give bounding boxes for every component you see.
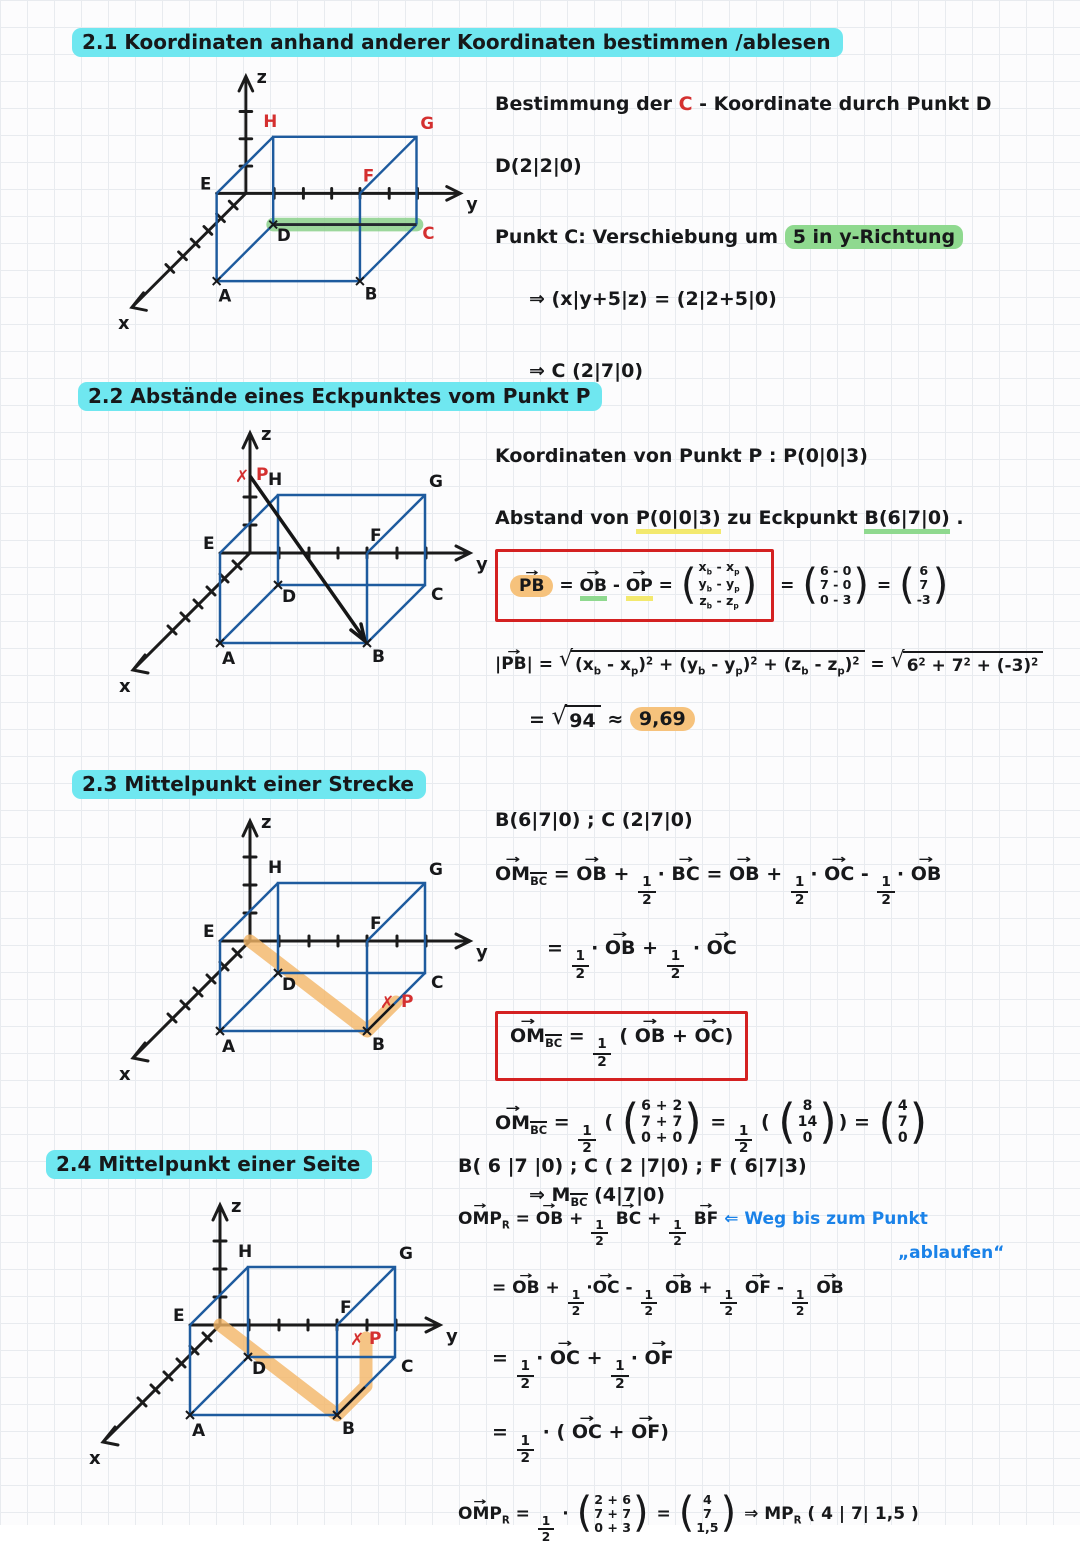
vertex-label-a: A: [218, 286, 232, 306]
y-axis-label: y: [476, 554, 488, 575]
vertex-label-g: G: [429, 472, 443, 492]
vertex-label-b: B: [372, 1035, 385, 1055]
point-label-p: P: [401, 992, 414, 1012]
vertex-label-h: H: [268, 858, 283, 878]
vertex-label-f: F: [370, 914, 382, 934]
x-axis-label: x: [89, 1448, 101, 1469]
formula-line: Koordinaten von Punkt P : P(0|0|3): [495, 445, 868, 467]
heading-2-2: [78, 382, 602, 411]
vertex-label-b: B: [364, 284, 378, 304]
formula-line: → $OM_{BC}$ = → OB + $\frac{1}{2}$ · → BC = → OB + $\frac{1}{2}$ · → OC - $\frac{1}{2}$ · → OB: [495, 848, 1080, 909]
formula-line: → $OM_{BC}$ = $\frac{1}{2}$ ( ( 6 + 2 7 + 7 0 + 0 ) = $\frac{1}{2}$ ( ( 8 14 0 ) ) = ( 4 7 0 ): [495, 1087, 1080, 1157]
vertex-label-b: B: [372, 647, 385, 667]
p-mark: ✗: [380, 993, 395, 1013]
vertex-label-g: G: [420, 114, 435, 134]
vertex-label-c: C: [431, 585, 444, 605]
vertex-label-f: F: [370, 526, 382, 546]
vertex-label-c: C: [431, 973, 444, 993]
formula-line: = $\frac{1}{2}$ · → OB + $\frac{1}{2}$ · → OC: [547, 922, 1080, 983]
vertex-label-e: E: [203, 534, 215, 554]
heading-2-3-text: 2.3 Mittelpunkt einer Strecke: [72, 770, 426, 799]
diagram-2-3: [85, 806, 488, 1106]
vertex-label-f: F: [340, 1298, 352, 1318]
x-axis-label: x: [118, 313, 130, 334]
vertex-label-e: E: [200, 174, 212, 194]
vertex-label-d: D: [252, 1359, 267, 1379]
x-axis-label: x: [119, 676, 131, 697]
b-to-mid-segment: [337, 1387, 365, 1415]
axes: [133, 433, 470, 673]
vertex-label-d: D: [277, 226, 291, 246]
formula-line: Abstand von P(0|0|3) zu Eckpunkt B(6|7|0) .: [495, 494, 1080, 532]
formula-line: = √ 94 ≈ 9,69: [529, 693, 1080, 735]
formula-line: → $OMP_R$ = → OB + $\frac{1}{2}$ → BC + $\frac{1}{2}$ → BF ⇐ Weg bis zum Punkt: [458, 1194, 1073, 1249]
formula-line: → $OM_{BC}$ = $\frac{1}{2}$ ( → OB + → OC): [495, 997, 1080, 1084]
z-axis-label: z: [256, 68, 267, 89]
formula-line: → PB = → OB - → OP = ( $x_b - x_p$ $y_b - y_p$ $z_b - z_p$ ) = ( 6 - 0 7 - 0 0 - 3 ) = ( 6 7 -3 ): [495, 535, 1080, 623]
vertex-label-b: B: [342, 1419, 355, 1439]
heading-2-4: [46, 1150, 372, 1179]
y-axis-label: y: [466, 194, 478, 215]
heading-2-1: [72, 28, 843, 57]
p-to-b-arrow: [250, 476, 365, 641]
diagram-2-4: [55, 1190, 458, 1490]
section-2-1-text: [495, 80, 1075, 384]
vertex-label-f: F: [362, 166, 375, 186]
formula-line: Bestimmung der C - Koordinate durch Punkt D: [495, 93, 992, 115]
formula-line: „ablaufen“: [898, 1243, 1005, 1264]
axes: [103, 1205, 440, 1445]
formula-line: = $\frac{1}{2}$ · ( → OC + → OF): [492, 1406, 1073, 1467]
formula-line: D(2|2|0): [495, 154, 582, 177]
axes: [132, 76, 461, 310]
point-label-p: P: [256, 465, 269, 485]
formula-line: ⇒ $M_{BC}$ (4|7|0): [529, 1184, 666, 1210]
diagram-2-1: [85, 58, 478, 358]
formula-line: B( 6 |7 |0) ; C ( 2 |7|0) ; F ( 6|7|3): [458, 1155, 807, 1177]
z-axis-label: z: [261, 812, 272, 833]
heading-2-3: [72, 770, 426, 799]
formula-line: ⇒ C (2|7|0): [529, 359, 643, 382]
vertex-label-h: H: [238, 1242, 253, 1262]
y-axis-label: y: [446, 1326, 458, 1347]
formula-line: B(6|7|0) ; C (2|7|0): [495, 809, 693, 831]
section-2-2-text: [495, 432, 1080, 735]
vertex-label-a: A: [192, 1421, 206, 1441]
vertex-label-e: E: [203, 922, 215, 942]
formula-line: ⇒ (x|y+5|z) = (2|2+5|0): [529, 287, 777, 310]
vertex-label-e: E: [173, 1306, 185, 1326]
vertex-label-g: G: [429, 860, 443, 880]
formula-line: = $\frac{1}{2}$ · → OC + $\frac{1}{2}$ · → OF: [492, 1332, 1073, 1393]
vertex-label-a: A: [222, 649, 236, 669]
z-axis-label: z: [261, 424, 272, 445]
formula-line: Punkt C: Verschiebung um 5 in y-Richtung: [495, 213, 1075, 251]
vertex-label-d: D: [282, 587, 297, 607]
x-axis-label: x: [119, 1064, 131, 1085]
section-2-4-text: [458, 1142, 1073, 1544]
diagram-2-2: [85, 418, 488, 718]
axes: [133, 821, 470, 1061]
z-axis-label: z: [231, 1196, 242, 1217]
heading-2-2-text: 2.2 Abstände eines Eckpunktes vom Punkt P: [78, 382, 602, 411]
orange-path: [250, 941, 396, 1031]
formula-line: = → OB + $\frac{1}{2}$ ·→ OC - $\frac{1}{2}$ → OB + $\frac{1}{2}$ → OF - $\frac{1}{2}$ → OB: [492, 1263, 1073, 1318]
y-axis-label: y: [476, 942, 488, 963]
vertex-label-h: H: [263, 112, 278, 132]
p-mark: ✗: [235, 467, 250, 487]
vertex-label-c: C: [422, 224, 435, 244]
heading-2-1-text: 2.1 Koordinaten anhand anderer Koordinaten bestimmen /ablesen: [72, 28, 843, 57]
vertex-label-c: C: [401, 1357, 414, 1377]
vertex-label-g: G: [399, 1244, 413, 1264]
p-mark: ✗: [350, 1330, 365, 1350]
heading-2-4-text: 2.4 Mittelpunkt einer Seite: [46, 1150, 372, 1179]
orange-path: [220, 1325, 366, 1415]
point-label-p: P: [369, 1329, 382, 1349]
formula-line: |→ PB| = √ $(x_b - x_p)^2 + (y_b - y_p)^2 + (z_b - z_p)^2$ = √ $6^2 + 7^2 + (-3)^2$: [495, 638, 1080, 679]
vertex-label-d: D: [282, 975, 297, 995]
formula-line: → $OMP_R$ = $\frac{1}{2}$ · ( 2 + 6 7 + 7 0 + 3 ) = ( 4 7 1,5 ) ⇒ $MP_R$ ( 4 | 7| 1,5 ): [458, 1481, 1073, 1544]
vertex-label-a: A: [222, 1037, 236, 1057]
vertex-label-h: H: [268, 470, 283, 490]
